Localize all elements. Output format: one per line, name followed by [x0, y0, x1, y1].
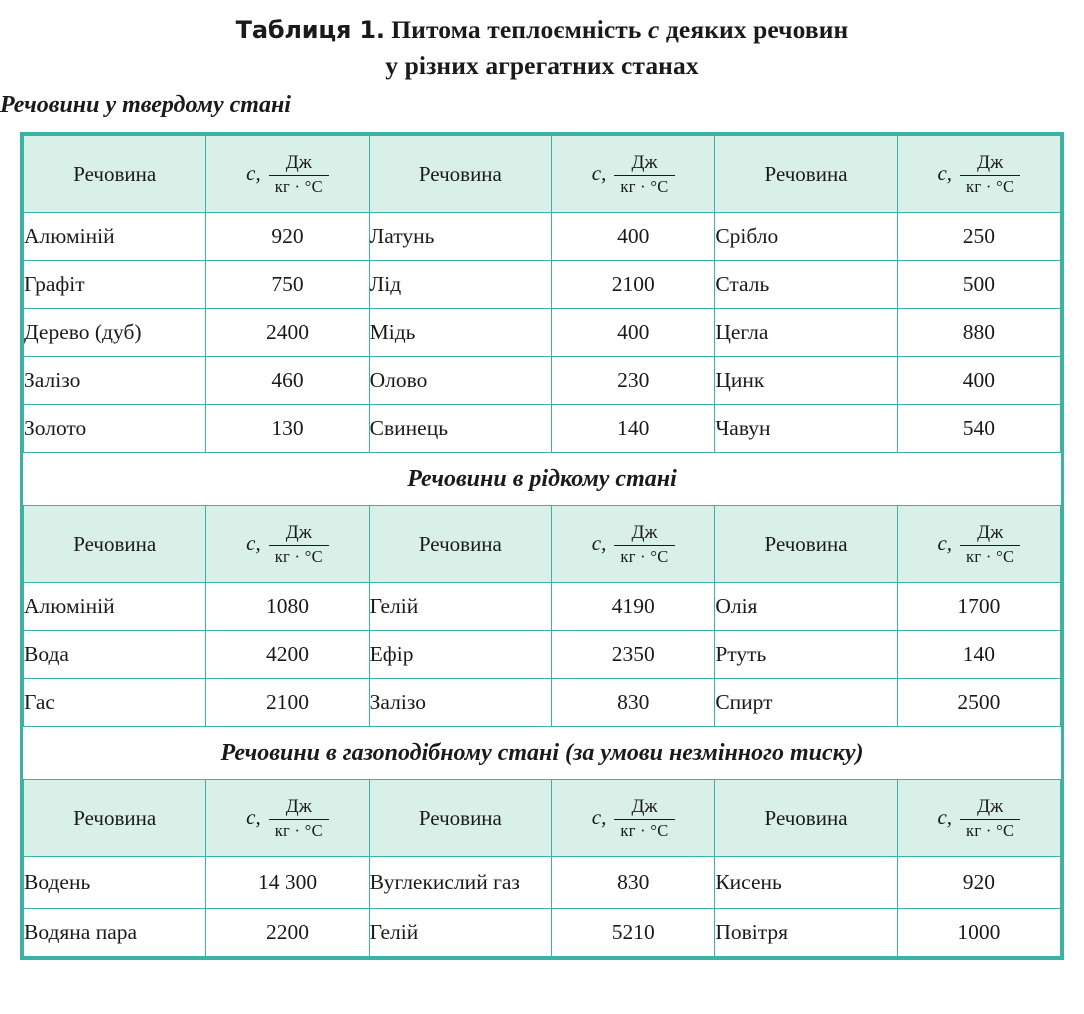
- substance-name-cell: Ефір: [369, 631, 551, 679]
- substance-name-cell: Гелій: [369, 583, 551, 631]
- substance-name-cell: Вуглекислий газ: [369, 857, 551, 909]
- substance-name-cell: Латунь: [369, 213, 551, 261]
- table-row: [24, 357, 1061, 405]
- heat-capacity-value-cell: 2350: [552, 631, 715, 679]
- unit-denominator: кг · °C: [274, 821, 323, 841]
- heat-capacity-value-cell: 2500: [897, 679, 1060, 727]
- heat-capacity-value-cell: 2200: [206, 909, 369, 957]
- header-cell-substance: Речовина: [24, 506, 206, 583]
- table-row: [24, 309, 1061, 357]
- unit-expression: [937, 153, 1020, 196]
- substance-name-cell: Цинк: [715, 357, 897, 405]
- unit-expression: [592, 523, 675, 566]
- header-cell-substance: Речовина: [369, 136, 551, 213]
- heat-capacity-value-cell: 1080: [206, 583, 369, 631]
- substance-name-cell: Водень: [24, 857, 206, 909]
- fraction-bar: [960, 545, 1020, 547]
- unit-fraction: [614, 797, 674, 840]
- heat-capacity-value-cell: 500: [897, 261, 1060, 309]
- unit-fraction: [269, 153, 329, 196]
- table-row: [24, 857, 1061, 909]
- unit-fraction: [614, 523, 674, 566]
- heat-capacity-value-cell: 920: [206, 213, 369, 261]
- header-cell-substance: Речовина: [715, 506, 897, 583]
- substance-name-cell: Лід: [369, 261, 551, 309]
- substance-name-cell: Гас: [24, 679, 206, 727]
- heat-capacity-value-cell: 400: [897, 357, 1060, 405]
- table-header-row-gas: [24, 780, 1061, 857]
- section-heading-liquid: Речовини в рідкому стані: [24, 453, 1061, 506]
- substance-name-cell: Графіт: [24, 261, 206, 309]
- coefficient-symbol: c,: [937, 160, 953, 185]
- substance-name-cell: Чавун: [715, 405, 897, 453]
- unit-numerator: Дж: [631, 795, 658, 817]
- table-row: [24, 583, 1061, 631]
- substance-name-cell: Золото: [24, 405, 206, 453]
- substance-name-cell: Повітря: [715, 909, 897, 957]
- heat-capacity-value-cell: 400: [552, 213, 715, 261]
- unit-expression: [592, 797, 675, 840]
- table-row: [24, 261, 1061, 309]
- unit-denominator: кг · °C: [620, 177, 669, 197]
- unit-expression: [246, 797, 329, 840]
- header-cell-substance: Речовина: [715, 136, 897, 213]
- unit-numerator: Дж: [285, 521, 312, 543]
- unit-fraction: [269, 523, 329, 566]
- unit-denominator: кг · °C: [966, 177, 1015, 197]
- header-cell-unit: [897, 506, 1060, 583]
- unit-numerator: Дж: [285, 795, 312, 817]
- heat-capacity-value-cell: 130: [206, 405, 369, 453]
- table-header-row-liquid: [24, 506, 1061, 583]
- unit-numerator: Дж: [631, 151, 658, 173]
- fraction-bar: [614, 175, 674, 177]
- header-cell-unit: [552, 506, 715, 583]
- heat-capacity-value-cell: 880: [897, 309, 1060, 357]
- unit-numerator: Дж: [977, 151, 1004, 173]
- unit-fraction: [269, 797, 329, 840]
- unit-denominator: кг · °C: [274, 547, 323, 567]
- substance-name-cell: Олово: [369, 357, 551, 405]
- substance-name-cell: Залізо: [24, 357, 206, 405]
- header-cell-unit: [552, 780, 715, 857]
- fraction-bar: [960, 175, 1020, 177]
- heat-capacity-value-cell: 4200: [206, 631, 369, 679]
- unit-denominator: кг · °C: [966, 821, 1015, 841]
- section-heading-row-gas: [24, 727, 1061, 780]
- section-heading-row-liquid: [24, 453, 1061, 506]
- section-heading-gas: Речовини в газоподібному стані (за умови незмінного тиску): [24, 727, 1061, 780]
- coefficient-symbol: c,: [246, 160, 261, 185]
- fraction-bar: [960, 819, 1020, 821]
- heat-capacity-table-frame: [20, 132, 1064, 960]
- heat-capacity-value-cell: 400: [552, 309, 715, 357]
- coefficient-symbol: c,: [591, 804, 607, 829]
- heat-capacity-value-cell: 14 300: [206, 857, 369, 909]
- table-row: [24, 631, 1061, 679]
- substance-name-cell: Гелій: [369, 909, 551, 957]
- table-header-row-solid: [24, 136, 1061, 213]
- heat-capacity-value-cell: 250: [897, 213, 1060, 261]
- substance-name-cell: Алюміній: [24, 583, 206, 631]
- unit-fraction: [960, 153, 1020, 196]
- unit-expression: [246, 153, 329, 196]
- title-block: [0, 0, 1084, 83]
- unit-denominator: кг · °C: [620, 821, 669, 841]
- coefficient-symbol: c,: [591, 530, 607, 555]
- table-row: [24, 405, 1061, 453]
- heat-capacity-table: [23, 135, 1061, 957]
- substance-name-cell: Водяна пара: [24, 909, 206, 957]
- title-text-after-variable: деяких речовин: [659, 15, 849, 44]
- substance-name-cell: Залізо: [369, 679, 551, 727]
- heat-capacity-value-cell: 2400: [206, 309, 369, 357]
- substance-name-cell: Свинець: [369, 405, 551, 453]
- header-cell-substance: Речовина: [369, 506, 551, 583]
- unit-fraction: [960, 523, 1020, 566]
- table-row: [24, 679, 1061, 727]
- substance-name-cell: Мідь: [369, 309, 551, 357]
- substance-name-cell: Ртуть: [715, 631, 897, 679]
- heat-capacity-value-cell: 140: [552, 405, 715, 453]
- table-row: [24, 909, 1061, 957]
- title-text-before-variable: Питома теплоємність: [384, 15, 648, 44]
- substance-name-cell: Дерево (дуб): [24, 309, 206, 357]
- coefficient-symbol: c,: [937, 530, 953, 555]
- header-cell-unit: [206, 136, 369, 213]
- unit-denominator: кг · °C: [966, 547, 1015, 567]
- substance-name-cell: Цегла: [715, 309, 897, 357]
- header-cell-unit: [897, 136, 1060, 213]
- fraction-bar: [269, 545, 329, 547]
- substance-name-cell: Олія: [715, 583, 897, 631]
- unit-numerator: Дж: [285, 151, 312, 173]
- unit-expression: [246, 523, 329, 566]
- title-variable-c: c: [648, 15, 660, 44]
- heat-capacity-value-cell: 5210: [552, 909, 715, 957]
- heat-capacity-value-cell: 920: [897, 857, 1060, 909]
- header-cell-substance: Речовина: [24, 136, 206, 213]
- table-row: [24, 213, 1061, 261]
- substance-name-cell: Вода: [24, 631, 206, 679]
- substance-name-cell: Срібло: [715, 213, 897, 261]
- coefficient-symbol: c,: [591, 160, 607, 185]
- unit-fraction: [960, 797, 1020, 840]
- header-cell-substance: Речовина: [715, 780, 897, 857]
- heat-capacity-value-cell: 140: [897, 631, 1060, 679]
- unit-denominator: кг · °C: [620, 547, 669, 567]
- coefficient-symbol: c,: [937, 804, 953, 829]
- section-heading-solid: Речовини у твердому стані: [0, 92, 291, 118]
- substance-name-cell: Сталь: [715, 261, 897, 309]
- heat-capacity-value-cell: 2100: [206, 679, 369, 727]
- heat-capacity-value-cell: 540: [897, 405, 1060, 453]
- fraction-bar: [269, 819, 329, 821]
- heat-capacity-value-cell: 4190: [552, 583, 715, 631]
- heat-capacity-value-cell: 2100: [552, 261, 715, 309]
- header-cell-unit: [206, 506, 369, 583]
- unit-expression: [592, 153, 675, 196]
- coefficient-symbol: c,: [246, 530, 261, 555]
- coefficient-symbol: c,: [246, 804, 261, 829]
- heat-capacity-value-cell: 230: [552, 357, 715, 405]
- heat-capacity-value-cell: 460: [206, 357, 369, 405]
- page-title-line2: у різних агрегатних станах: [385, 51, 699, 80]
- heat-capacity-value-cell: 750: [206, 261, 369, 309]
- unit-numerator: Дж: [631, 521, 658, 543]
- heat-capacity-value-cell: 830: [552, 857, 715, 909]
- substance-name-cell: Алюміній: [24, 213, 206, 261]
- heat-capacity-value-cell: 830: [552, 679, 715, 727]
- substance-name-cell: Кисень: [715, 857, 897, 909]
- header-cell-unit: [206, 780, 369, 857]
- fraction-bar: [614, 819, 674, 821]
- page-title: [0, 12, 1084, 48]
- substance-name-cell: Спирт: [715, 679, 897, 727]
- heat-capacity-value-cell: 1000: [897, 909, 1060, 957]
- unit-expression: [937, 523, 1020, 566]
- unit-numerator: Дж: [977, 521, 1004, 543]
- unit-expression: [937, 797, 1020, 840]
- header-cell-substance: Речовина: [369, 780, 551, 857]
- fraction-bar: [614, 545, 674, 547]
- fraction-bar: [269, 175, 329, 177]
- header-cell-unit: [552, 136, 715, 213]
- header-cell-substance: Речовина: [24, 780, 206, 857]
- unit-fraction: [614, 153, 674, 196]
- heat-capacity-value-cell: 1700: [897, 583, 1060, 631]
- header-cell-unit: [897, 780, 1060, 857]
- unit-numerator: Дж: [977, 795, 1004, 817]
- table-number-label: Таблиця 1.: [235, 16, 385, 44]
- unit-denominator: кг · °C: [274, 177, 323, 197]
